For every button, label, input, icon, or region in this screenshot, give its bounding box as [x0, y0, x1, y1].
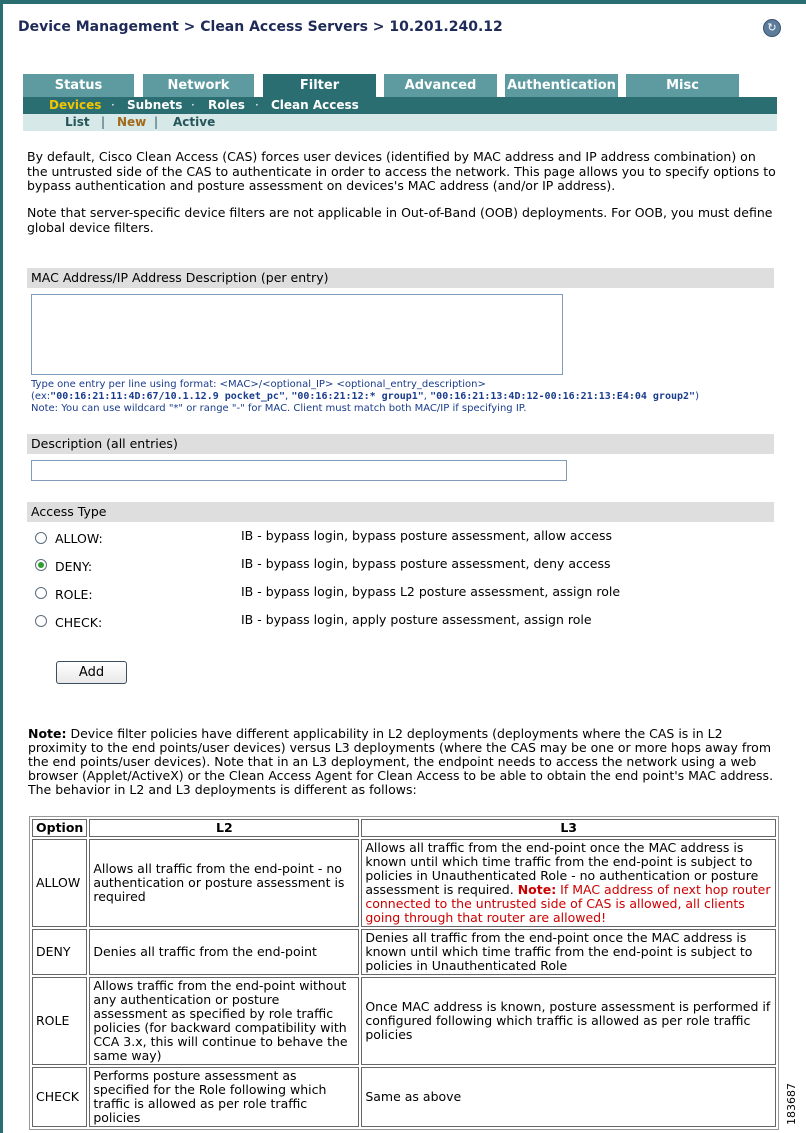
subnav-clean-access[interactable]: Clean Access [271, 98, 359, 112]
sub-sub-navigation [23, 114, 777, 131]
tab-advanced[interactable]: Advanced [384, 74, 497, 97]
cell-l2: Allows all traffic from the end-point - no authentication or posture assessment is required [89, 839, 359, 927]
description-input[interactable] [31, 460, 567, 481]
header-l3: L3 [361, 819, 776, 837]
cell-option: ALLOW [32, 839, 87, 927]
subnav-separator: · [191, 98, 195, 112]
intro-note: Note that server-specific device filters are not applicable in Out-of-Band (OOB) deployments. For OOB, you must define global device filters. [27, 205, 773, 235]
access-type-header: Access Type [27, 502, 774, 522]
radio-allow-desc: IB - bypass login, bypass posture assessment, allow access [241, 528, 613, 543]
description-section-header: Description (all entries) [27, 434, 774, 454]
tab-status[interactable]: Status [23, 74, 134, 97]
subsub-list[interactable]: List [65, 115, 90, 129]
header-option: Option [32, 819, 87, 837]
radio-check[interactable] [35, 615, 47, 627]
tab-filter[interactable]: Filter [263, 74, 376, 97]
radio-role[interactable] [35, 587, 47, 599]
example-prefix: (ex: [31, 391, 51, 402]
subsub-active[interactable]: Active [173, 115, 216, 129]
refresh-help-icon[interactable]: ↻ [763, 19, 781, 37]
cell-option: DENY [32, 929, 87, 975]
tab-network[interactable]: Network [143, 74, 254, 97]
intro-text: By default, Cisco Clean Access (CAS) forces user devices (identified by MAC address and IP address combination) on the untrusted side of the CAS to authenticate in order to access the network. This page allows you to specify options to bypass authentication and posture assessment on devices's MAC address (and/or IP address). [27, 149, 776, 193]
table-header-row [32, 819, 776, 837]
radio-check-label: CHECK: [55, 615, 103, 630]
table-row [32, 977, 776, 1065]
header-l2: L2 [89, 819, 359, 837]
tab-misc[interactable]: Misc [626, 74, 739, 97]
subnav-separator: · [255, 98, 259, 112]
subnav-devices[interactable]: Devices [49, 98, 102, 112]
example-2: "00:16:21:12:* group1" [291, 391, 424, 402]
example-suffix: ) [695, 391, 699, 402]
table-row [32, 929, 776, 975]
behavior-table [29, 816, 779, 1130]
subsub-new[interactable]: New [117, 115, 147, 129]
example-1: "00:16:21:11:4D:67/10.1.12.9 pocket_pc" [50, 391, 285, 402]
top-border [0, 0, 806, 4]
radio-check-desc: IB - bypass login, apply posture assessment, assign role [241, 612, 592, 627]
sub-navigation [23, 97, 777, 114]
subnav-subnets[interactable]: Subnets [127, 98, 183, 112]
radio-role-desc: IB - bypass login, bypass L2 posture assessment, assign role [241, 584, 621, 599]
cell-option: ROLE [32, 977, 87, 1065]
cell-l2: Performs posture assessment as specified for the Role following which traffic is allowed as per role traffic policies [89, 1067, 359, 1127]
wildcard-note: Note: You can use wildcard "*" or range "-" for MAC. Client must match both MAC/IP if specifying IP. [31, 403, 527, 414]
table-row [32, 839, 776, 927]
format-hint: Type one entry per line using format: <MAC>/<optional_IP> <optional_entry_description> [31, 379, 486, 390]
cell-l3: Once MAC address is known, posture assessment is performed if configured following which traffic is allowed as per role traffic policies [361, 977, 776, 1065]
cell-l2: Allows traffic from the end-point without any authentication or posture assessment as specified by role traffic policies (for backward compatibility with CCA 3.x, this will continue to behave the same way) [89, 977, 359, 1065]
tab-authentication[interactable]: Authentication [505, 74, 618, 97]
cell-l2: Denies all traffic from the end-point [89, 929, 359, 975]
example-3: "00:16:21:13:4D:12-00:16:21:13:E4:04 group2" [430, 391, 696, 402]
left-border [0, 0, 3, 1133]
radio-deny-label: DENY: [55, 559, 93, 574]
warning-label: Note: [517, 882, 557, 897]
cell-l3: Denies all traffic from the end-point once the MAC address is known until which time traffic from the end-point is subject to policies in Unauthenticated Role [361, 929, 776, 975]
radio-allow[interactable] [35, 532, 47, 544]
table-row [32, 1067, 776, 1127]
format-examples: (ex:"00:16:21:11:4D:67/10.1.12.9 pocket_pc", "00:16:21:12:* group1", "00:16:21:13:4D:12-00:16:21:13:E4:04 group2") [31, 391, 699, 402]
deployment-note [28, 727, 776, 797]
warning-text: If MAC address of next hop router connected to the untrusted side of CAS is allowed, all clients going through that router are allowed! [365, 882, 771, 925]
mac-section-header: MAC Address/IP Address Description (per entry) [27, 268, 774, 288]
radio-role-label: ROLE: [55, 587, 93, 602]
add-button[interactable]: Add [56, 661, 127, 684]
cell-l3 [361, 839, 776, 927]
breadcrumb: Device Management > Clean Access Servers > 10.201.240.12 [18, 19, 503, 35]
subsub-separator: | [154, 115, 159, 129]
subnav-separator: · [111, 98, 115, 112]
cell-option: CHECK [32, 1067, 87, 1127]
subsub-separator: | [101, 115, 106, 129]
subnav-roles[interactable]: Roles [208, 98, 245, 112]
cell-l3-text: Allows all traffic from the end-point once the MAC address is known until which time traffic from the end-point is subject to policies in Unauthenticated Role - no authentication or posture assessment is required. [365, 840, 759, 897]
note-label: Note: [28, 726, 67, 741]
cell-l3: Same as above [361, 1067, 776, 1127]
radio-deny-desc: IB - bypass login, bypass posture assessment, deny access [241, 556, 611, 571]
radio-deny[interactable] [35, 559, 47, 571]
mac-address-textarea[interactable] [31, 294, 563, 375]
figure-id: 183687 [785, 1083, 798, 1125]
radio-allow-label: ALLOW: [55, 531, 103, 546]
note-text: Device filter policies have different applicability in L2 deployments (deployments where the CAS is in L2 proximity to the end points/user devices) versus L3 deployments (where the CAS may be one or more hops away from the end points/user devices). Note that in an L3 deployment, the endpoint needs to access the network using a web browser (Applet/ActiveX) or the Clean Access Agent for Clean Access to be able to obtain the end point's MAC address. The behavior in L2 and L3 deployments is different as follows: [28, 726, 774, 797]
